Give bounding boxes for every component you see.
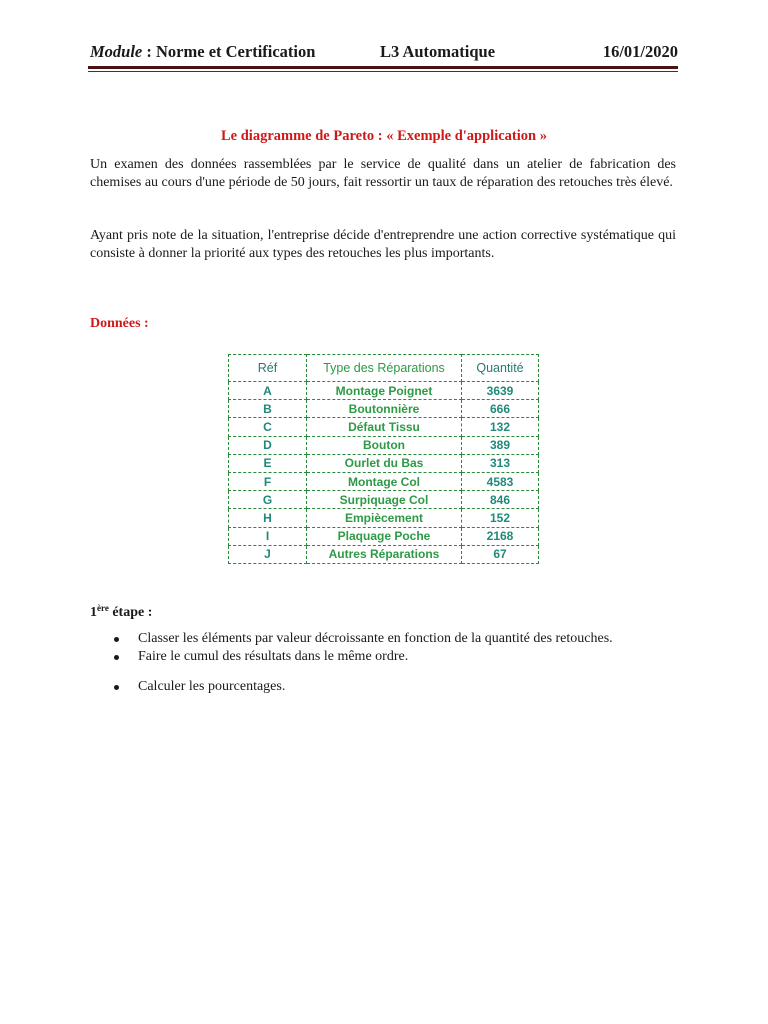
cell-type: Montage Poignet <box>307 382 462 400</box>
step-text: Calculer les pourcentages. <box>138 679 286 694</box>
cell-ref: H <box>229 509 307 527</box>
table-row <box>229 418 539 436</box>
list-item <box>90 648 680 666</box>
cell-type: Montage Col <box>307 472 462 490</box>
table-row <box>229 472 539 490</box>
cell-type: Ourlet du Bas <box>307 454 462 472</box>
bullet-icon <box>114 685 119 690</box>
step-text: Faire le cumul des résultats dans le même ordre. <box>138 649 409 664</box>
cell-type: Défaut Tissu <box>307 418 462 436</box>
paragraph-action: Ayant pris note de la situation, l'entreprise décide d'entreprendre une action corrective systématique qui consiste à donner la priorité aux types des retouches les plus importants. <box>90 228 676 261</box>
header-rule-thick <box>88 66 678 69</box>
cell-quantity: 67 <box>462 545 539 563</box>
table-row <box>229 454 539 472</box>
table-row <box>229 527 539 545</box>
cell-quantity: 2168 <box>462 527 539 545</box>
step-number: 1 <box>90 605 97 620</box>
cell-quantity: 4583 <box>462 472 539 490</box>
step-list <box>90 630 680 696</box>
cell-type: Bouton <box>307 436 462 454</box>
cell-type: Plaquage Poche <box>307 527 462 545</box>
step-ordinal: ère <box>97 603 109 613</box>
cell-ref: A <box>229 382 307 400</box>
bullet-icon <box>114 655 119 660</box>
module-word: Module <box>90 42 143 61</box>
cell-ref: C <box>229 418 307 436</box>
cell-type: Boutonnière <box>307 400 462 418</box>
cell-ref: B <box>229 400 307 418</box>
step-heading <box>90 603 152 621</box>
header-ref: Réf <box>229 355 307 382</box>
donnees-label: Données : <box>90 316 149 331</box>
cell-quantity: 313 <box>462 454 539 472</box>
cell-type: Autres Réparations <box>307 545 462 563</box>
cell-quantity: 152 <box>462 509 539 527</box>
cell-ref: F <box>229 472 307 490</box>
table-row <box>229 436 539 454</box>
cell-quantity: 132 <box>462 418 539 436</box>
header-date: 16/01/2020 <box>602 42 678 61</box>
header-type: Type des Réparations <box>307 355 462 382</box>
step-text: Classer les éléments par valeur décroissante en fonction de la quantité des retouches. <box>138 631 613 646</box>
cell-quantity: 3639 <box>462 382 539 400</box>
table-row <box>229 491 539 509</box>
cell-ref: E <box>229 454 307 472</box>
cell-type: Surpiquage Col <box>307 491 462 509</box>
table-body <box>229 382 539 564</box>
repairs-table <box>228 354 539 564</box>
cell-quantity: 846 <box>462 491 539 509</box>
module-title <box>90 42 315 62</box>
cell-quantity: 666 <box>462 400 539 418</box>
cell-ref: I <box>229 527 307 545</box>
table-row <box>229 509 539 527</box>
paragraph-intro: Un examen des données rassemblées par le service de qualité dans un atelier de fabrication des chemises au cours d'une période de 50 jours, fait ressortir un taux de réparation des retouches très élevé. <box>90 157 676 190</box>
table-row <box>229 400 539 418</box>
cell-quantity: 389 <box>462 436 539 454</box>
section-title: Le diagramme de Pareto : « Exemple d'application » <box>221 128 547 144</box>
header-rule-thin <box>88 71 678 72</box>
cell-ref: G <box>229 491 307 509</box>
cell-ref: J <box>229 545 307 563</box>
cell-ref: D <box>229 436 307 454</box>
table-row <box>229 545 539 563</box>
cell-type: Empiècement <box>307 509 462 527</box>
module-name: : Norme et Certification <box>142 42 316 61</box>
list-item <box>90 630 680 648</box>
bullet-icon <box>114 637 119 642</box>
header-quantity: Quantité <box>462 355 539 382</box>
page-header <box>90 42 678 64</box>
list-item <box>90 678 680 696</box>
level-label: L3 Automatique <box>380 42 496 61</box>
step-label: étape : <box>108 605 153 620</box>
table-row <box>229 382 539 400</box>
table-header-row <box>229 355 539 382</box>
